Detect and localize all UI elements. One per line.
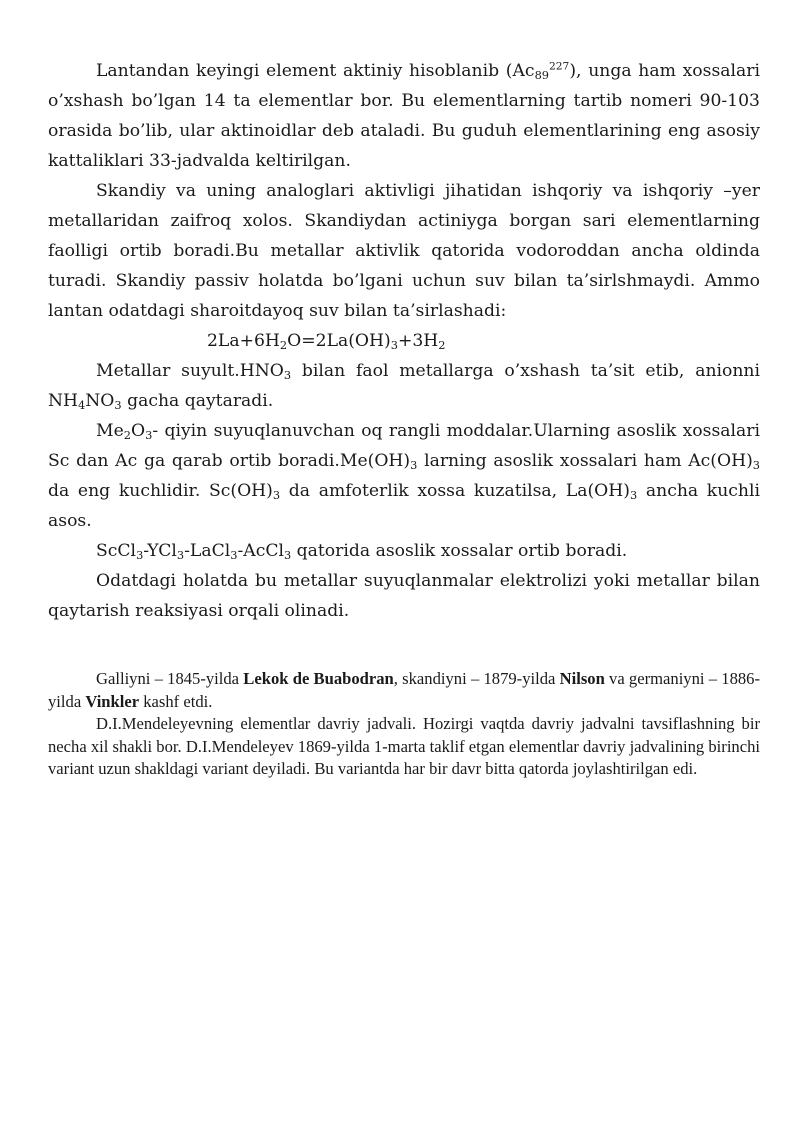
bold-name: Vinkler bbox=[85, 691, 140, 711]
subscript: 3 bbox=[176, 547, 185, 562]
subscript: 3 bbox=[272, 487, 281, 502]
subscript: 3 bbox=[283, 367, 292, 382]
text-run: qatorida asoslik xossalar ortib boradi. bbox=[291, 541, 628, 561]
text-run: - qiyin suyuqlanuvchan oq rangli moddalar.Ularning asoslik xossalari Sc dan Ac ga qarab ortib boradi.Me(OH) bbox=[48, 421, 760, 471]
subscript: 2 bbox=[123, 427, 131, 442]
text-run: bilan faol metallarga o’xshash ta’sit etib, anionni NH bbox=[48, 361, 760, 411]
text-run: ScCl bbox=[96, 541, 137, 561]
text-run: ), unga ham xossalari o’xshash bo’lgan 14 ta elementlar bor. Bu elementlarning tartib nomeri 90-103 orasida bo’lib, ular aktinoidlar deb ataladi. Bu guduh elementlarining eng asosiy kattaliklari 33-jadvalda keltirilgan. bbox=[48, 61, 761, 171]
subscript: 3 bbox=[136, 547, 144, 562]
text-run: O=2La(OH) bbox=[287, 331, 391, 351]
reaction-equation bbox=[48, 326, 760, 356]
main-text-block bbox=[48, 56, 760, 626]
superscript: 227 bbox=[549, 59, 570, 73]
paragraph-nitric-acid bbox=[48, 356, 760, 416]
subscript: 3 bbox=[230, 547, 238, 562]
paragraph-discovery bbox=[48, 668, 760, 713]
text-run: 2La+6H bbox=[207, 331, 280, 351]
text-run: da amfoterlik xossa kuzatilsa, La(OH) bbox=[280, 481, 630, 501]
text-run: Galliyni – 1845-yilda bbox=[96, 669, 244, 688]
subscript: 89 bbox=[534, 67, 549, 82]
text-run: va germaniyni – 1886-yilda bbox=[48, 669, 760, 711]
subscript: 3 bbox=[752, 457, 760, 472]
bold-name: Nilson bbox=[559, 669, 605, 688]
text-run: ancha kuchli asos. bbox=[48, 481, 760, 531]
text-run: Metallar suyult.HNO bbox=[96, 361, 284, 381]
subscript: 3 bbox=[390, 337, 398, 352]
paragraph-periodic-table: D.I.Mendeleyevning elementlar davriy jadvali. Hozirgi vaqtda davriy jadvalni tavsiflashning bir necha xil shakli bor. D.I.Mendeleyev 1869-yilda 1-marta taklif etgan elementlar davriy jadvalining birinchi variant uzun shakldagi variant deyiladi. Bu variantda har bir davr bitta qatorda joylashtirilgan edi. bbox=[48, 714, 760, 778]
text-run: larning asoslik xossalari ham Ac(OH) bbox=[417, 451, 753, 471]
paragraph-chlorides bbox=[48, 536, 760, 566]
paragraph-production: Odatdagi holatda bu metallar suyuqlanmalar elektrolizi yoki metallar bilan qaytarish reaksiyasi orqali olinadi. bbox=[48, 571, 760, 621]
subscript: 2 bbox=[279, 337, 288, 352]
bold-name: Lekok de Buabodran bbox=[243, 669, 394, 688]
secondary-text-block bbox=[48, 668, 760, 781]
text-run: Me bbox=[96, 421, 124, 441]
text-run: -YCl bbox=[143, 541, 177, 561]
subscript: 3 bbox=[283, 547, 292, 562]
text-run: NO bbox=[85, 391, 115, 411]
subscript: 3 bbox=[410, 457, 418, 472]
paragraph-oxides-hydroxides bbox=[48, 416, 760, 536]
text-run: -AcCl bbox=[237, 541, 284, 561]
text-run: -LaCl bbox=[184, 541, 231, 561]
subscript: 2 bbox=[438, 337, 446, 352]
subscript: 3 bbox=[145, 427, 153, 442]
text-run: kashf etdi. bbox=[139, 691, 213, 711]
text-run: O bbox=[131, 421, 146, 441]
text-run: Lantandan keyingi element aktiniy hisoblanib (Ac bbox=[96, 61, 535, 81]
subscript: 4 bbox=[78, 397, 86, 412]
subscript: 3 bbox=[114, 397, 122, 412]
text-run: +3H bbox=[397, 331, 439, 351]
text-run: , skandiyni – 1879-yilda bbox=[393, 669, 560, 688]
paragraph-scandium-activity: Skandiy va uning analoglari aktivligi jihatidan ishqoriy va ishqoriy –yer metallaridan zaifroq xolos. Skandiydan actiniyga borgan sari elementlarning faolligi ortib boradi.Bu metallar aktivlik qatorida vodoroddan ancha oldinda turadi. Skandiy passiv holatda bo’lgani uchun suv bilan ta’sirlshmaydi. Ammo lantan odatdagi sharoitdayoq suv bilan ta’sirlashadi: bbox=[48, 181, 760, 321]
paragraph-actinides bbox=[48, 56, 760, 176]
text-run: gacha qaytaradi. bbox=[121, 391, 274, 411]
subscript: 3 bbox=[629, 487, 638, 502]
text-run: da eng kuchlidir. Sc(OH) bbox=[48, 481, 273, 501]
